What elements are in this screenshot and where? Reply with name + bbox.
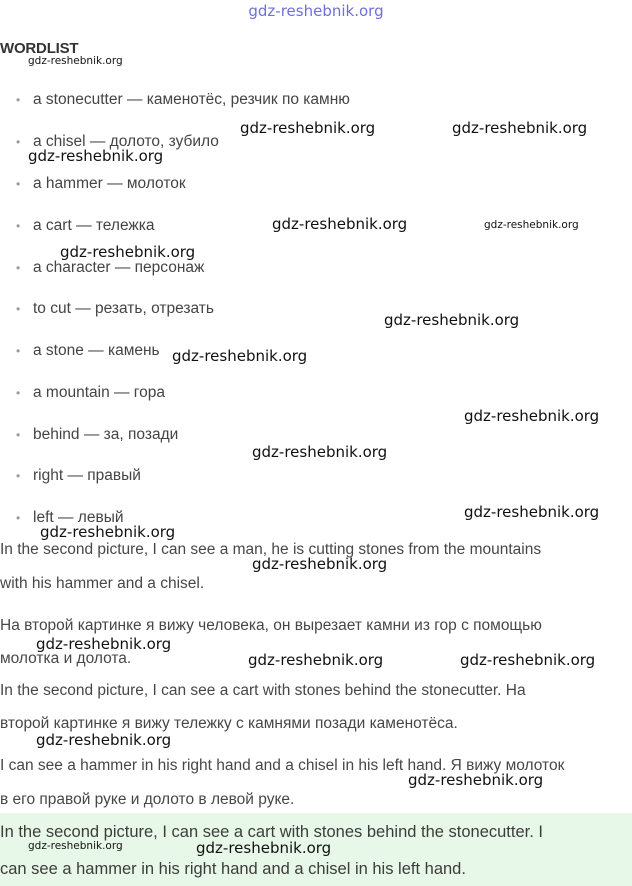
- answer-line: can see a hammer in his right hand and a chisel in his left hand.: [0, 860, 466, 878]
- word-text: a stonecutter — каменотёс, резчик по камню: [33, 91, 350, 108]
- word-text: a stone — камень: [33, 342, 160, 359]
- watermark: gdz-reshebnik.org: [408, 771, 544, 789]
- word-text: a chisel — долото, зубило: [33, 133, 219, 150]
- paragraph-line: In the second picture, I can see a man, he is cutting stones from the mountains: [0, 541, 542, 558]
- bullet-icon: •: [16, 428, 21, 442]
- word-item: [16, 467, 141, 485]
- watermark: gdz-reshebnik.org: [460, 651, 596, 669]
- watermark: gdz-reshebnik.org: [252, 443, 388, 461]
- watermark: gdz-reshebnik.org: [464, 503, 600, 521]
- watermark: gdz-reshebnik.org: [248, 651, 384, 669]
- bullet-icon: •: [16, 344, 21, 358]
- watermark: gdz-reshebnik.org: [28, 55, 123, 67]
- bullet-icon: •: [16, 135, 21, 149]
- bullet-icon: •: [16, 261, 21, 275]
- word-item: [16, 217, 155, 235]
- word-item: [16, 175, 186, 193]
- bullet-icon: •: [16, 93, 21, 107]
- word-text: behind — за, позади: [33, 426, 179, 443]
- bullet-icon: •: [16, 177, 21, 191]
- bullet-icon: •: [16, 469, 21, 483]
- bullet-icon: •: [16, 511, 21, 525]
- answer-line: In the second picture, I can see a cart with stones behind the stonecutter. I: [0, 823, 543, 841]
- word-item: [16, 300, 214, 318]
- bullet-icon: •: [16, 386, 21, 400]
- word-text: a mountain — гора: [33, 384, 165, 401]
- paragraph-line: I can see a hammer in his right hand and a chisel in his left hand. Я вижу молоток: [0, 757, 565, 774]
- watermark: gdz-reshebnik.org: [452, 119, 588, 137]
- word-item: [16, 91, 350, 109]
- watermark: gdz-reshebnik.org: [28, 840, 123, 852]
- word-text: to cut — резать, отрезать: [33, 300, 214, 317]
- paragraph-line: In the second picture, I can see a cart with stones behind the stonecutter. На: [0, 682, 526, 699]
- word-item: [16, 342, 160, 360]
- word-text: right — правый: [33, 467, 141, 484]
- paragraph-line: второй картинке я вижу тележку с камнями позади каменотёса.: [0, 715, 458, 732]
- top-watermark: gdz-reshebnik.org: [248, 2, 384, 20]
- watermark: gdz-reshebnik.org: [272, 215, 408, 233]
- paragraph-line: молотка и долота.: [0, 650, 132, 667]
- word-item: [16, 426, 178, 444]
- bullet-icon: •: [16, 302, 21, 316]
- watermark: gdz-reshebnik.org: [36, 635, 172, 653]
- watermark: gdz-reshebnik.org: [484, 219, 579, 231]
- watermark: gdz-reshebnik.org: [36, 731, 172, 749]
- wordlist-title: WORDLIST: [0, 40, 79, 57]
- word-item: [16, 384, 165, 402]
- watermark: gdz-reshebnik.org: [172, 347, 308, 365]
- word-item: [16, 259, 204, 277]
- word-text: left — левый: [33, 509, 124, 526]
- watermark: gdz-reshebnik.org: [384, 311, 520, 329]
- word-text: a character — персонаж: [33, 259, 205, 276]
- watermark: gdz-reshebnik.org: [252, 555, 388, 573]
- word-text: a hammer — молоток: [33, 175, 186, 192]
- watermark: gdz-reshebnik.org: [28, 147, 164, 165]
- watermark: gdz-reshebnik.org: [196, 839, 332, 857]
- word-text: a cart — тележка: [33, 217, 155, 234]
- paragraph-line: в его правой руке и долото в левой руке.: [0, 791, 295, 808]
- bullet-icon: •: [16, 219, 21, 233]
- paragraph-line: На второй картинке я вижу человека, он вырезает камни из гор с помощью: [0, 617, 542, 634]
- paragraph-line: with his hammer and a chisel.: [0, 575, 205, 592]
- watermark: gdz-reshebnik.org: [60, 243, 196, 261]
- watermark: gdz-reshebnik.org: [240, 119, 376, 137]
- watermark: gdz-reshebnik.org: [464, 407, 600, 425]
- watermark: gdz-reshebnik.org: [40, 523, 176, 541]
